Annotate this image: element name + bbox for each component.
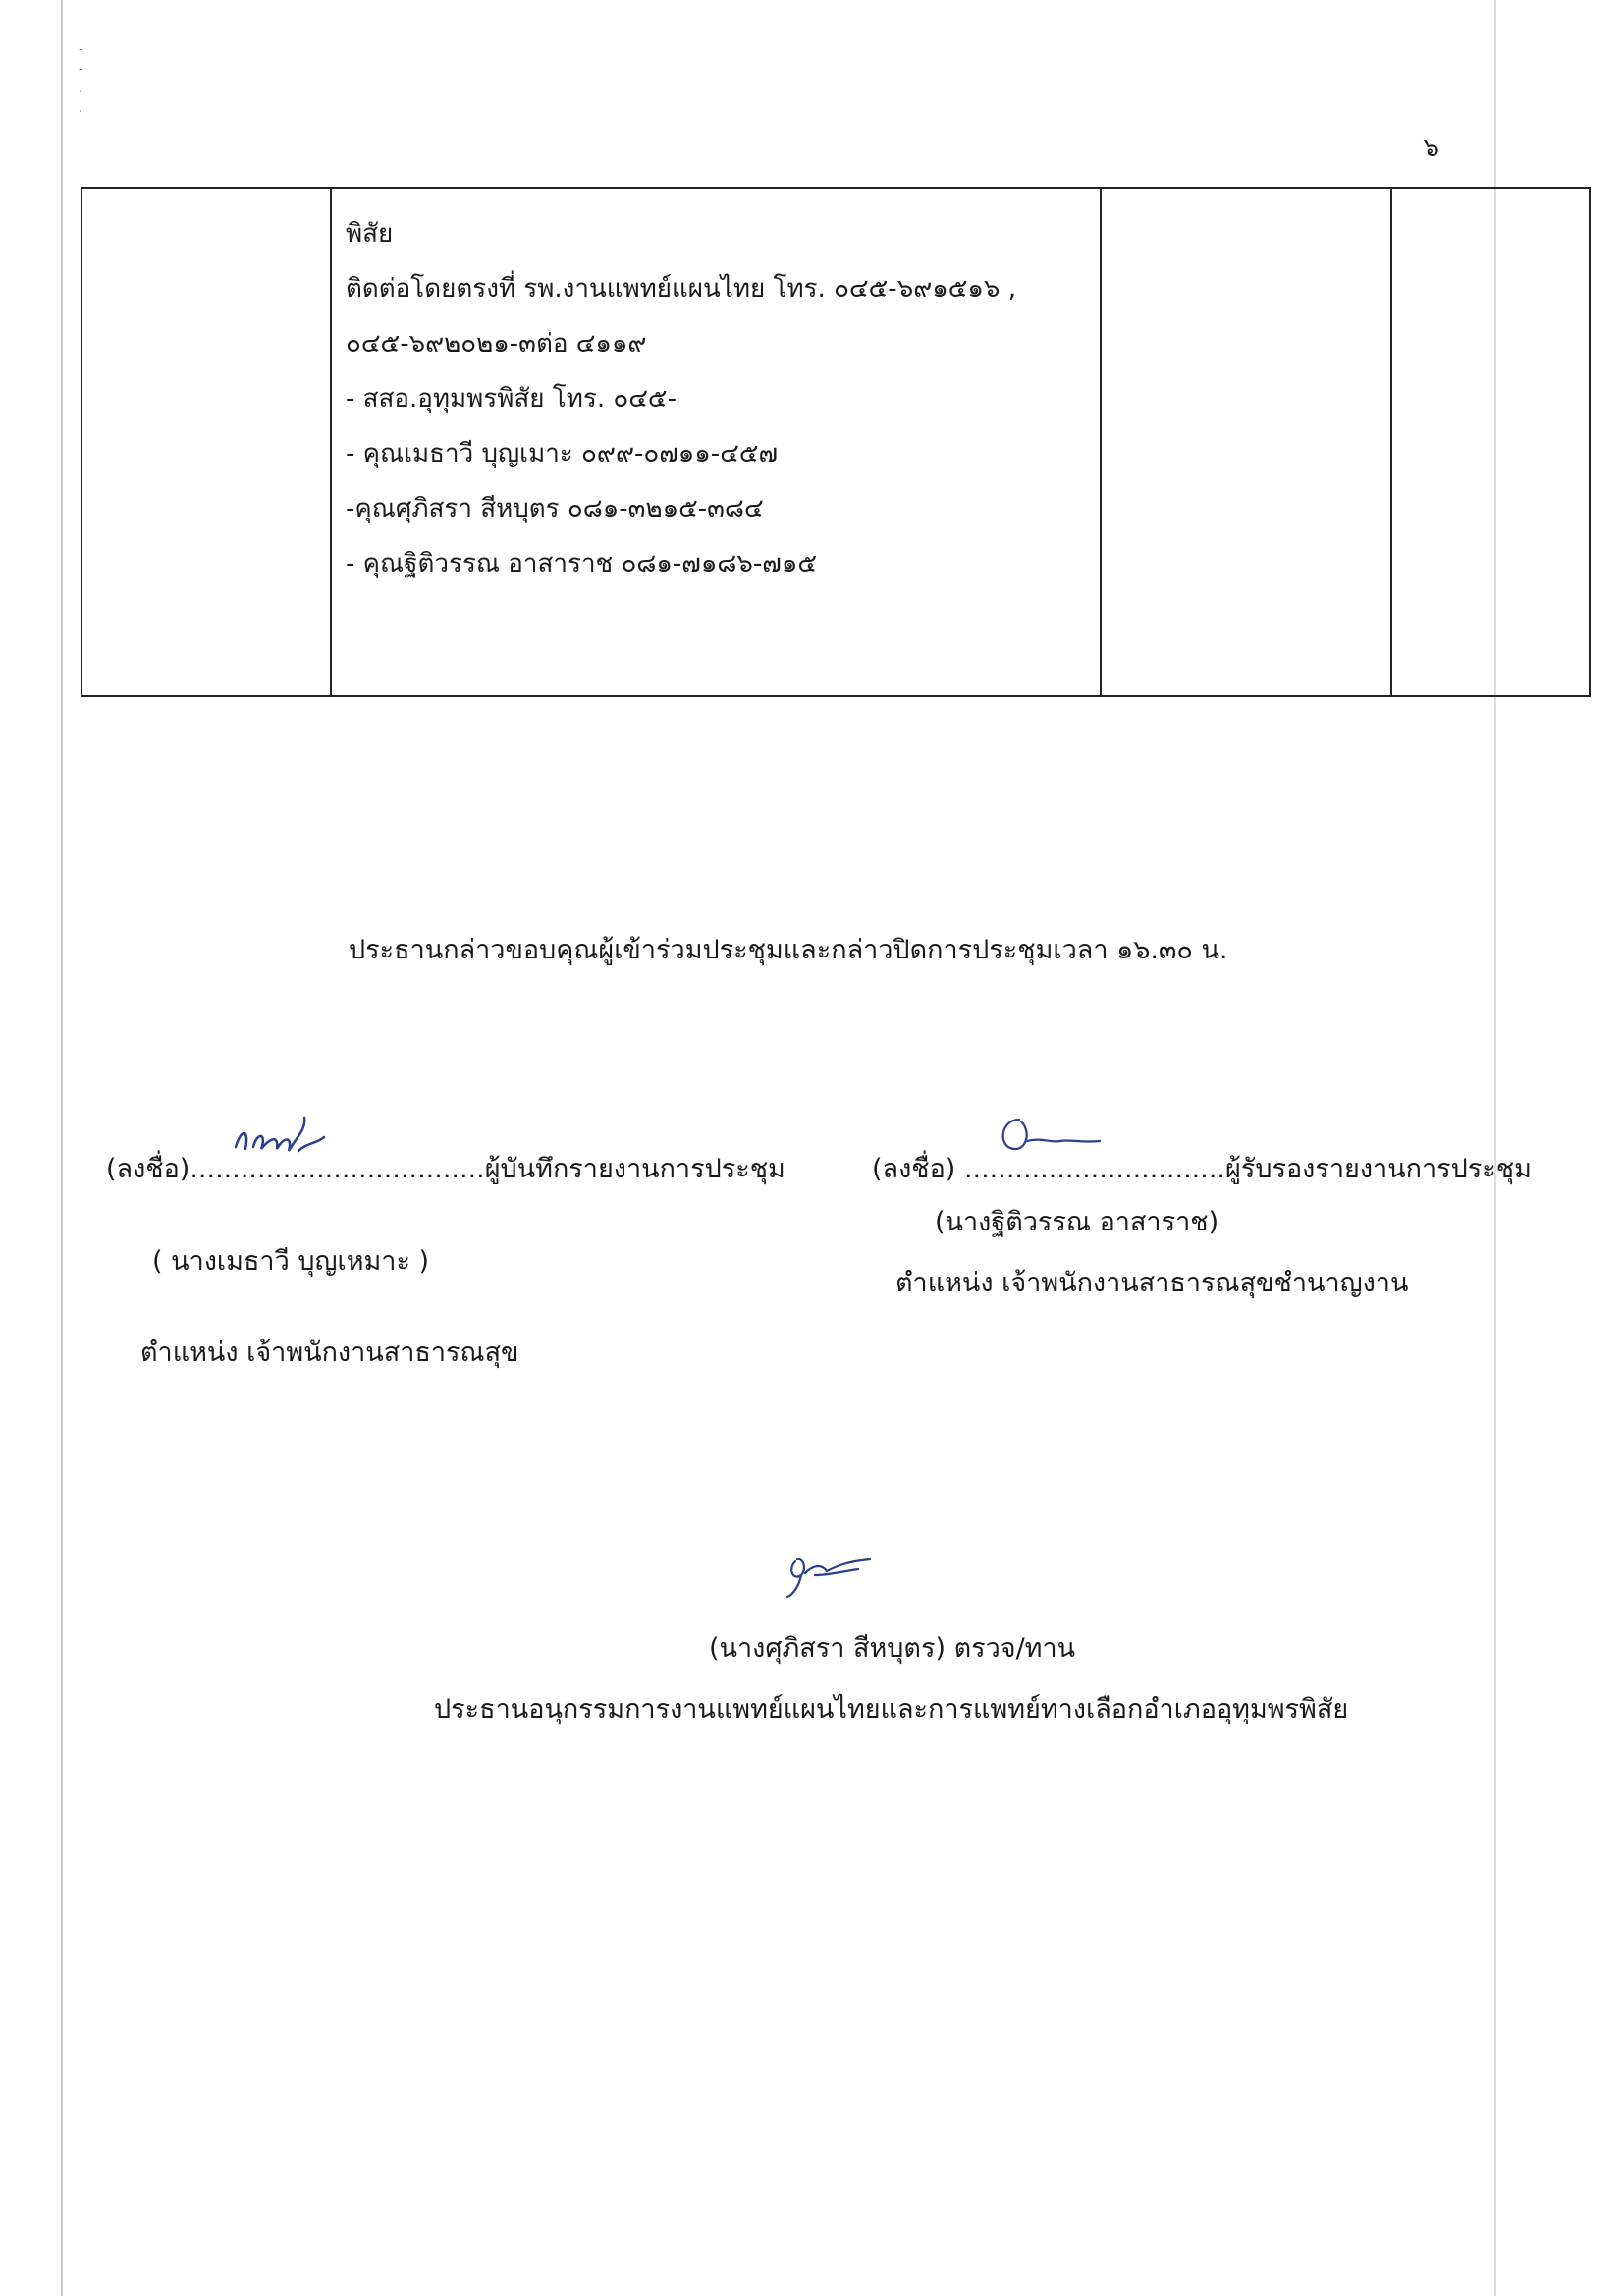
table-cell-details — [332, 189, 1102, 695]
certifier-sign-dots: ............................... — [963, 1154, 1225, 1184]
table-line: - คุณเมธาวี บุญเมาะ ๐๙๙-๐๗๑๑-๔๕๗ — [346, 439, 779, 468]
table-line: - สสอ.อุทุมพรพิสัย โทร. ๐๔๕- — [346, 384, 677, 413]
scan-left-edge — [61, 0, 63, 2296]
table-line: พิสัย — [346, 219, 394, 248]
recorder-signature — [228, 1108, 336, 1167]
table-cell-col1 — [82, 189, 332, 695]
certifier-role: ผู้รับรองรายงานการประชุม — [1225, 1154, 1532, 1184]
table-line: -คุณศุภิสรา สีหบุตร ๐๘๑-๓๒๑๕-๓๘๔ — [346, 494, 764, 523]
recorder-sign-dots: ................................... — [189, 1154, 485, 1184]
certifier-sign-line — [872, 1147, 1532, 1189]
table-cell-col4 — [1392, 189, 1589, 695]
table-line: ติดต่อโดยตรงที่ รพ.งานแพทย์แผนไทย โทร. ๐๔๕-๖๙๑๕๑๖ , — [346, 274, 1016, 303]
contact-table — [81, 187, 1591, 697]
scan-specks: - - . . — [79, 42, 83, 115]
certifier-name: (นางฐิติวรรณ อาสาราช) — [935, 1207, 1219, 1237]
recorder-role: ผู้บันทึกรายงานการประชุม — [484, 1154, 785, 1184]
page-number: ๖ — [1423, 134, 1439, 163]
certifier-signature — [992, 1112, 1110, 1161]
reviewer-signature — [776, 1542, 884, 1601]
table-line: - คุณฐิติวรรณ อาสาราช ๐๘๑-๗๑๘๖-๗๑๕ — [346, 549, 818, 578]
certifier-position: ตำแหน่ง เจ้าพนักงานสาธารณสุขชำนาญงาน — [895, 1268, 1409, 1298]
table-line: ๐๔๕-๖๙๒๐๒๑-๓ต่อ ๔๑๑๙ — [346, 329, 647, 358]
recorder-sign-line — [106, 1147, 785, 1189]
table-cell-col3 — [1102, 189, 1392, 695]
reviewer-title: ประธานอนุกรรมการงานแพทย์แผนไทยและการแพทย์ทางเลือกอำเภออุทุมพรพิสัย — [434, 1694, 1349, 1724]
recorder-name: ( นางเมธาวี บุญเหมาะ ) — [152, 1246, 430, 1277]
closing-statement: ประธานกล่าวขอบคุณผู้เข้าร่วมประชุมและกล่าวปิดการประชุมเวลา ๑๖.๓๐ น. — [349, 935, 1228, 965]
contact-details — [346, 206, 1016, 591]
recorder-sign-prefix: (ลงชื่อ) — [106, 1154, 190, 1184]
certifier-sign-prefix: (ลงชื่อ) — [872, 1154, 956, 1184]
recorder-position: ตำแหน่ง เจ้าพนักงานสาธารณสุข — [140, 1338, 519, 1368]
reviewer-name-line: (นางศุภิสรา สีหบุตร) ตรวจ/ทาน — [709, 1633, 1076, 1664]
